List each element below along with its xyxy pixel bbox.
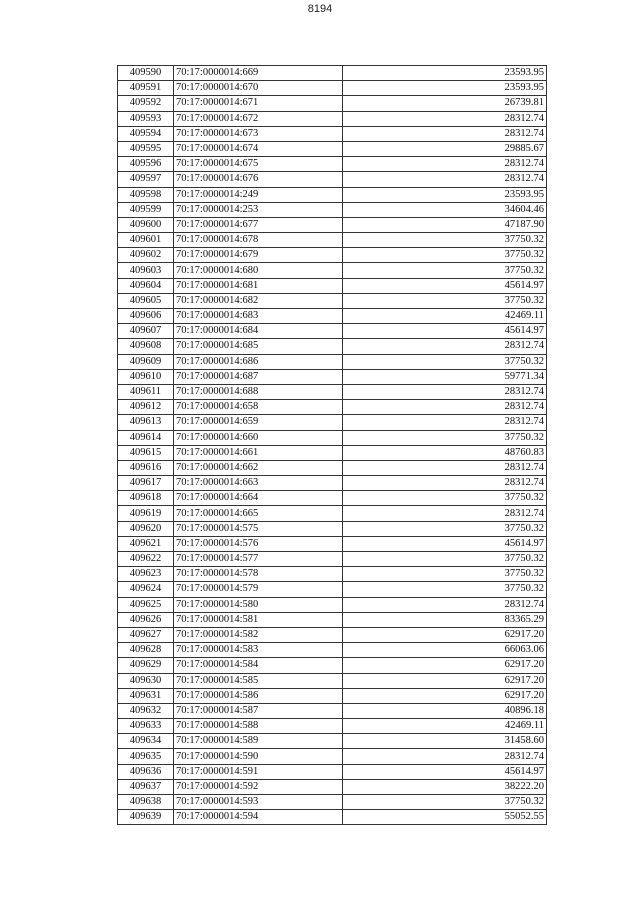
table-row	[118, 779, 547, 794]
cadastral-value-cell: 29885.67	[343, 141, 547, 156]
row-number-cell: 409637	[118, 779, 174, 794]
cadastral-number-cell: 70:17:0000014:585	[174, 673, 343, 688]
row-number-cell: 409628	[118, 643, 174, 658]
row-number-cell: 409622	[118, 552, 174, 567]
cadastral-number-cell: 70:17:0000014:672	[174, 111, 343, 126]
table-row	[118, 278, 547, 293]
cadastral-value-cell: 37750.32	[343, 795, 547, 810]
cadastral-number-cell: 70:17:0000014:680	[174, 263, 343, 278]
cadastral-value-cell: 37750.32	[343, 233, 547, 248]
row-number-cell: 409615	[118, 445, 174, 460]
row-number-cell: 409605	[118, 293, 174, 308]
table-row	[118, 688, 547, 703]
cadastral-number-cell: 70:17:0000014:688	[174, 384, 343, 399]
cadastral-value-cell: 59771.34	[343, 369, 547, 384]
table-row	[118, 187, 547, 202]
cadastral-value-table	[117, 65, 547, 825]
row-number-cell: 409607	[118, 324, 174, 339]
cadastral-number-cell: 70:17:0000014:664	[174, 491, 343, 506]
cadastral-number-cell: 70:17:0000014:665	[174, 506, 343, 521]
cadastral-number-cell: 70:17:0000014:675	[174, 157, 343, 172]
row-number-cell: 409609	[118, 354, 174, 369]
cadastral-value-cell: 37750.32	[343, 263, 547, 278]
row-number-cell: 409626	[118, 612, 174, 627]
row-number-cell: 409595	[118, 141, 174, 156]
cadastral-number-cell: 70:17:0000014:682	[174, 293, 343, 308]
cadastral-value-cell: 26739.81	[343, 96, 547, 111]
cadastral-value-cell: 28312.74	[343, 126, 547, 141]
table-row	[118, 66, 547, 81]
cadastral-number-cell: 70:17:0000014:669	[174, 66, 343, 81]
row-number-cell: 409608	[118, 339, 174, 354]
row-number-cell: 409604	[118, 278, 174, 293]
row-number-cell: 409593	[118, 111, 174, 126]
cadastral-number-cell: 70:17:0000014:588	[174, 719, 343, 734]
cadastral-number-cell: 70:17:0000014:681	[174, 278, 343, 293]
row-number-cell: 409627	[118, 627, 174, 642]
cadastral-value-cell: 45614.97	[343, 764, 547, 779]
row-number-cell: 409620	[118, 521, 174, 536]
table-row	[118, 202, 547, 217]
cadastral-value-cell: 28312.74	[343, 415, 547, 430]
table-row	[118, 263, 547, 278]
cadastral-number-cell: 70:17:0000014:683	[174, 309, 343, 324]
row-number-cell: 409636	[118, 764, 174, 779]
table-row	[118, 293, 547, 308]
cadastral-number-cell: 70:17:0000014:661	[174, 445, 343, 460]
cadastral-number-cell: 70:17:0000014:678	[174, 233, 343, 248]
cadastral-value-cell: 28312.74	[343, 476, 547, 491]
cadastral-value-cell: 37750.32	[343, 354, 547, 369]
row-number-cell: 409632	[118, 703, 174, 718]
row-number-cell: 409610	[118, 369, 174, 384]
cadastral-value-cell: 28312.74	[343, 597, 547, 612]
table-row	[118, 400, 547, 415]
table-row	[118, 157, 547, 172]
table-row	[118, 703, 547, 718]
table-row	[118, 552, 547, 567]
table-row	[118, 582, 547, 597]
row-number-cell: 409613	[118, 415, 174, 430]
cadastral-number-cell: 70:17:0000014:582	[174, 627, 343, 642]
table-row	[118, 248, 547, 263]
cadastral-value-cell: 23593.95	[343, 187, 547, 202]
cadastral-number-cell: 70:17:0000014:676	[174, 172, 343, 187]
cadastral-value-cell: 37750.32	[343, 567, 547, 582]
cadastral-value-cell: 28312.74	[343, 400, 547, 415]
cadastral-number-cell: 70:17:0000014:674	[174, 141, 343, 156]
table-row	[118, 445, 547, 460]
table-row	[118, 491, 547, 506]
cadastral-number-cell: 70:17:0000014:580	[174, 597, 343, 612]
row-number-cell: 409601	[118, 233, 174, 248]
row-number-cell: 409598	[118, 187, 174, 202]
table-row	[118, 217, 547, 232]
cadastral-number-cell: 70:17:0000014:586	[174, 688, 343, 703]
cadastral-number-cell: 70:17:0000014:663	[174, 476, 343, 491]
table-row	[118, 81, 547, 96]
cadastral-number-cell: 70:17:0000014:253	[174, 202, 343, 217]
table-row	[118, 673, 547, 688]
cadastral-number-cell: 70:17:0000014:592	[174, 779, 343, 794]
table-row	[118, 354, 547, 369]
table-row	[118, 96, 547, 111]
cadastral-value-cell: 62917.20	[343, 658, 547, 673]
cadastral-value-cell: 28312.74	[343, 749, 547, 764]
cadastral-number-cell: 70:17:0000014:593	[174, 795, 343, 810]
row-number-cell: 409639	[118, 810, 174, 825]
row-number-cell: 409614	[118, 430, 174, 445]
cadastral-number-cell: 70:17:0000014:662	[174, 460, 343, 475]
cadastral-number-cell: 70:17:0000014:671	[174, 96, 343, 111]
row-number-cell: 409599	[118, 202, 174, 217]
cadastral-value-cell: 42469.11	[343, 309, 547, 324]
cadastral-number-cell: 70:17:0000014:658	[174, 400, 343, 415]
row-number-cell: 409619	[118, 506, 174, 521]
table-body	[118, 66, 547, 825]
table-row	[118, 643, 547, 658]
row-number-cell: 409600	[118, 217, 174, 232]
table-row	[118, 612, 547, 627]
cadastral-value-cell: 31458.60	[343, 734, 547, 749]
table-row	[118, 749, 547, 764]
cadastral-value-cell: 47187.90	[343, 217, 547, 232]
table-row	[118, 324, 547, 339]
cadastral-number-cell: 70:17:0000014:684	[174, 324, 343, 339]
row-number-cell: 409594	[118, 126, 174, 141]
cadastral-value-cell: 37750.32	[343, 430, 547, 445]
table-row	[118, 126, 547, 141]
cadastral-value-cell: 45614.97	[343, 324, 547, 339]
row-number-cell: 409602	[118, 248, 174, 263]
table-row	[118, 521, 547, 536]
cadastral-value-cell: 62917.20	[343, 627, 547, 642]
table-row	[118, 309, 547, 324]
table-row	[118, 339, 547, 354]
cadastral-value-cell: 23593.95	[343, 81, 547, 96]
cadastral-value-cell: 28312.74	[343, 384, 547, 399]
cadastral-number-cell: 70:17:0000014:577	[174, 552, 343, 567]
cadastral-number-cell: 70:17:0000014:578	[174, 567, 343, 582]
row-number-cell: 409638	[118, 795, 174, 810]
cadastral-value-cell: 45614.97	[343, 536, 547, 551]
cadastral-value-cell: 28312.74	[343, 172, 547, 187]
table-row	[118, 172, 547, 187]
table-row	[118, 658, 547, 673]
row-number-cell: 409623	[118, 567, 174, 582]
cadastral-number-cell: 70:17:0000014:685	[174, 339, 343, 354]
cadastral-value-cell: 83365.29	[343, 612, 547, 627]
cadastral-number-cell: 70:17:0000014:584	[174, 658, 343, 673]
cadastral-number-cell: 70:17:0000014:660	[174, 430, 343, 445]
cadastral-value-cell: 28312.74	[343, 339, 547, 354]
cadastral-value-cell: 37750.32	[343, 582, 547, 597]
cadastral-value-cell: 28312.74	[343, 111, 547, 126]
row-number-cell: 409618	[118, 491, 174, 506]
cadastral-number-cell: 70:17:0000014:590	[174, 749, 343, 764]
table-row	[118, 233, 547, 248]
cadastral-value-cell: 62917.20	[343, 673, 547, 688]
cadastral-value-cell: 37750.32	[343, 552, 547, 567]
table-row	[118, 506, 547, 521]
row-number-cell: 409629	[118, 658, 174, 673]
cadastral-value-cell: 28312.74	[343, 506, 547, 521]
row-number-cell: 409603	[118, 263, 174, 278]
row-number-cell: 409621	[118, 536, 174, 551]
row-number-cell: 409597	[118, 172, 174, 187]
cadastral-number-cell: 70:17:0000014:587	[174, 703, 343, 718]
table-row	[118, 719, 547, 734]
row-number-cell: 409635	[118, 749, 174, 764]
page-number: 8194	[307, 3, 333, 15]
cadastral-number-cell: 70:17:0000014:673	[174, 126, 343, 141]
row-number-cell: 409630	[118, 673, 174, 688]
cadastral-value-cell: 37750.32	[343, 248, 547, 263]
cadastral-value-cell: 45614.97	[343, 278, 547, 293]
cadastral-number-cell: 70:17:0000014:589	[174, 734, 343, 749]
cadastral-value-cell: 28312.74	[343, 460, 547, 475]
cadastral-number-cell: 70:17:0000014:591	[174, 764, 343, 779]
cadastral-value-cell: 40896.18	[343, 703, 547, 718]
row-number-cell: 409617	[118, 476, 174, 491]
cadastral-value-cell: 23593.95	[343, 66, 547, 81]
row-number-cell: 409590	[118, 66, 174, 81]
row-number-cell: 409634	[118, 734, 174, 749]
row-number-cell: 409591	[118, 81, 174, 96]
table-row	[118, 567, 547, 582]
cadastral-number-cell: 70:17:0000014:579	[174, 582, 343, 597]
row-number-cell: 409606	[118, 309, 174, 324]
row-number-cell: 409633	[118, 719, 174, 734]
cadastral-value-cell: 37750.32	[343, 521, 547, 536]
cadastral-number-cell: 70:17:0000014:581	[174, 612, 343, 627]
table-row	[118, 795, 547, 810]
cadastral-value-cell: 34604.46	[343, 202, 547, 217]
table-row	[118, 415, 547, 430]
row-number-cell: 409625	[118, 597, 174, 612]
row-number-cell: 409592	[118, 96, 174, 111]
row-number-cell: 409596	[118, 157, 174, 172]
cadastral-number-cell: 70:17:0000014:670	[174, 81, 343, 96]
row-number-cell: 409611	[118, 384, 174, 399]
cadastral-number-cell: 70:17:0000014:576	[174, 536, 343, 551]
row-number-cell: 409616	[118, 460, 174, 475]
cadastral-number-cell: 70:17:0000014:686	[174, 354, 343, 369]
cadastral-value-cell: 55052.55	[343, 810, 547, 825]
cadastral-value-cell: 37750.32	[343, 293, 547, 308]
cadastral-value-cell: 28312.74	[343, 157, 547, 172]
table-row	[118, 476, 547, 491]
table-row	[118, 111, 547, 126]
table-row	[118, 597, 547, 612]
table-row	[118, 369, 547, 384]
row-number-cell: 409631	[118, 688, 174, 703]
cadastral-number-cell: 70:17:0000014:687	[174, 369, 343, 384]
cadastral-number-cell: 70:17:0000014:575	[174, 521, 343, 536]
table-row	[118, 430, 547, 445]
cadastral-value-cell: 38222.20	[343, 779, 547, 794]
cadastral-value-cell: 66063.06	[343, 643, 547, 658]
cadastral-number-cell: 70:17:0000014:679	[174, 248, 343, 263]
table-row	[118, 764, 547, 779]
row-number-cell: 409624	[118, 582, 174, 597]
table-row	[118, 627, 547, 642]
table-row	[118, 384, 547, 399]
cadastral-number-cell: 70:17:0000014:677	[174, 217, 343, 232]
cadastral-number-cell: 70:17:0000014:583	[174, 643, 343, 658]
cadastral-value-cell: 48760.83	[343, 445, 547, 460]
cadastral-number-cell: 70:17:0000014:249	[174, 187, 343, 202]
table-row	[118, 460, 547, 475]
table-row	[118, 536, 547, 551]
cadastral-value-cell: 42469.11	[343, 719, 547, 734]
cadastral-number-cell: 70:17:0000014:659	[174, 415, 343, 430]
cadastral-value-cell: 62917.20	[343, 688, 547, 703]
table-row	[118, 141, 547, 156]
table-row	[118, 734, 547, 749]
cadastral-value-cell: 37750.32	[343, 491, 547, 506]
cadastral-number-cell: 70:17:0000014:594	[174, 810, 343, 825]
table-row	[118, 810, 547, 825]
row-number-cell: 409612	[118, 400, 174, 415]
